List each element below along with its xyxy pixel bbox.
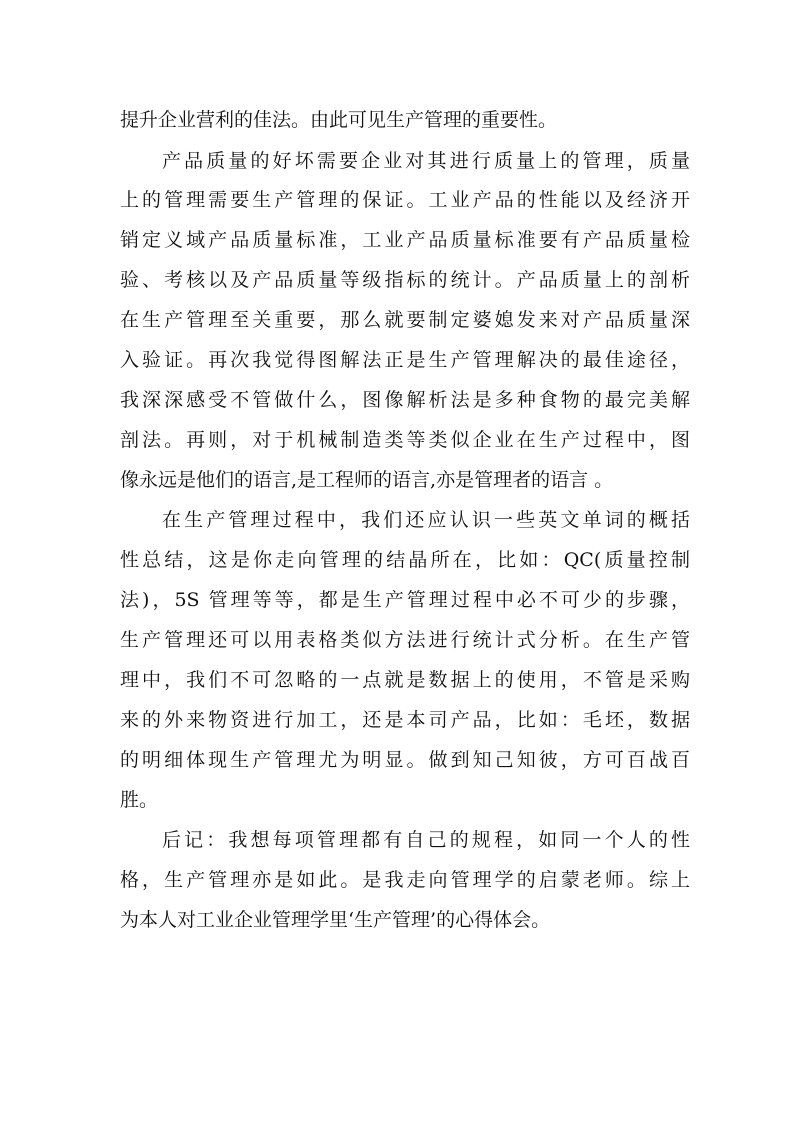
text-line: 格，生产管理亦是如此。是我走向管理学的启蒙老师。综上	[120, 869, 690, 891]
text-line: 入验证。再次我觉得图解法正是生产管理解决的最佳途径，	[120, 349, 690, 371]
text-line: 为本人对工业企业管理学里‘生产管理’的心得体会。	[120, 909, 551, 931]
text-line: 验、考核以及产品质量等级指标的统计。产品质量上的剖析	[120, 269, 690, 291]
text-line: 生产管理还可以用表格类似方法进行统计式分析。在生产管	[120, 629, 690, 651]
text-line: 我深深感受不管做什么，图像解析法是多种食物的最完美解	[120, 389, 690, 411]
text-line: 提升企业营利的佳法。由此可见生产管理的重要性。	[120, 109, 558, 131]
text-line: 产品质量的好坏需要企业对其进行质量上的管理，质量	[162, 150, 690, 172]
text-line: 的明细体现生产管理尤为明显。做到知己知彼，方可百战百	[120, 749, 690, 771]
text-line: 在生产管理过程中，我们还应认识一些英文单词的概括	[162, 509, 690, 531]
text-line: 法)，5S 管理等等，都是生产管理过程中必不可少的步骤，	[120, 589, 690, 611]
text-line: 销定义域产品质量标准，工业产品质量标准要有产品质量检	[120, 229, 690, 251]
text-line: 胜。	[120, 789, 159, 811]
text-line: 性总结，这是你走向管理的结晶所在，比如：QC(质量控制	[120, 549, 690, 571]
text-line: 理中，我们不可忽略的一点就是数据上的使用，不管是采购	[120, 669, 690, 691]
text-line: 后记：我想每项管理都有自己的规程，如同一个人的性	[162, 829, 690, 851]
text-line: 剖法。再则，对于机械制造类等类似企业在生产过程中，图	[120, 429, 690, 451]
text-line: 在生产管理至关重要，那么就要制定婆媳发来对产品质量深	[120, 309, 690, 331]
text-line: 像永远是他们的语言,是工程师的语言,亦是管理者的语言 。	[120, 469, 614, 491]
text-line: 来的外来物资进行加工，还是本司产品，比如：毛坯，数据	[120, 709, 690, 731]
text-line: 上的管理需要生产管理的保证。工业产品的性能以及经济开	[120, 189, 690, 211]
